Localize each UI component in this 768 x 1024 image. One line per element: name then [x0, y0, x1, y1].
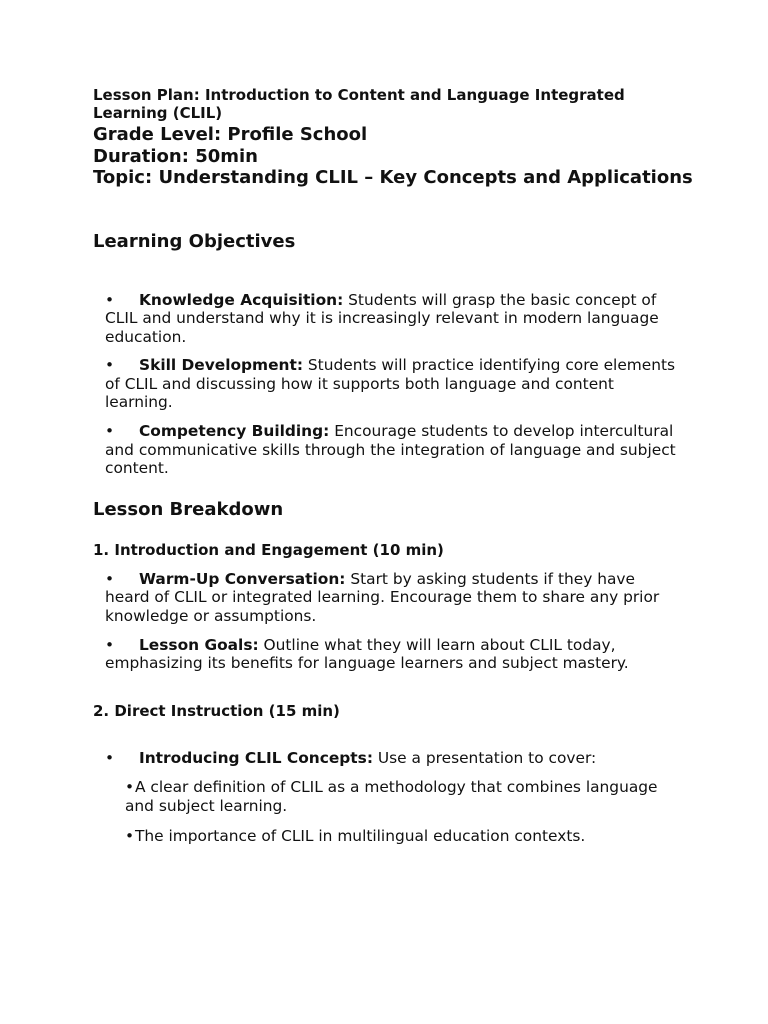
- objective-item-competency: [105, 422, 680, 478]
- bullet-icon: •: [105, 569, 115, 588]
- objective-lead: Competency Building:: [139, 422, 330, 441]
- bullet-icon: •: [105, 635, 115, 654]
- breakdown-item-concepts: [105, 749, 680, 768]
- topic: Topic: Understanding CLIL – Key Concepts and Applications: [93, 167, 693, 188]
- lesson-plan-document: [93, 86, 693, 845]
- sub-item-text: A clear definition of CLIL as a methodology that combines language and subject learning.: [125, 778, 658, 815]
- breakdown-text: Outline what they will learn about CLIL today, emphasizing its benefits for language learners and subject mastery.: [105, 635, 629, 673]
- breakdown-lead: Warm-Up Conversation:: [139, 569, 346, 588]
- objective-lead: Skill Development:: [139, 356, 303, 375]
- lesson-breakdown-heading: Lesson Breakdown: [93, 498, 284, 520]
- bullet-icon: •: [105, 748, 115, 767]
- sub-item-definition: [125, 778, 685, 815]
- objective-lead: Knowledge Acquisition:: [139, 290, 344, 309]
- duration: Duration: 50min: [93, 145, 258, 167]
- bullet-icon: •: [105, 356, 115, 375]
- bullet-icon: •: [105, 290, 115, 309]
- breakdown-text: Use a presentation to cover:: [372, 748, 597, 767]
- breakdown-lead: Introducing CLIL Concepts:: [139, 748, 373, 767]
- sub-item-text: The importance of CLIL in multilingual education contexts.: [135, 826, 586, 845]
- objective-item-skill: [105, 356, 680, 412]
- bullet-icon: •: [125, 826, 135, 845]
- objective-text: Students will grasp the basic concept of CLIL and understand why it is increasingly relevant in modern language education.: [105, 290, 659, 346]
- objective-item-knowledge: [105, 291, 680, 347]
- grade-level: Grade Level: Profile School: [93, 124, 368, 145]
- breakdown-text: Start by asking students if they have heard of CLIL or integrated learning. Encourage them to share any prior knowledge or assumptions.: [105, 569, 660, 626]
- breakdown-lead: Lesson Goals:: [139, 635, 259, 654]
- sub-item-importance: [125, 827, 685, 846]
- learning-objectives-heading: Learning Objectives: [93, 230, 296, 252]
- breakdown-item-goals: [105, 636, 680, 673]
- breakdown-item-warmup: [105, 570, 680, 626]
- section2-heading: 2. Direct Instruction (15 min): [93, 701, 340, 720]
- section1-heading: 1. Introduction and Engagement (10 min): [93, 540, 444, 559]
- document-title: Lesson Plan: Introduction to Content and Language Integrated Learning (CLIL): [93, 86, 625, 122]
- bullet-icon: •: [105, 422, 115, 441]
- objective-text: Encourage students to develop intercultural and communicative skills through the integration of language and subject content.: [105, 422, 676, 478]
- bullet-icon: •: [125, 778, 135, 797]
- objective-text: Students will practice identifying core elements of CLIL and discussing how it supports both language and content learning.: [105, 356, 676, 412]
